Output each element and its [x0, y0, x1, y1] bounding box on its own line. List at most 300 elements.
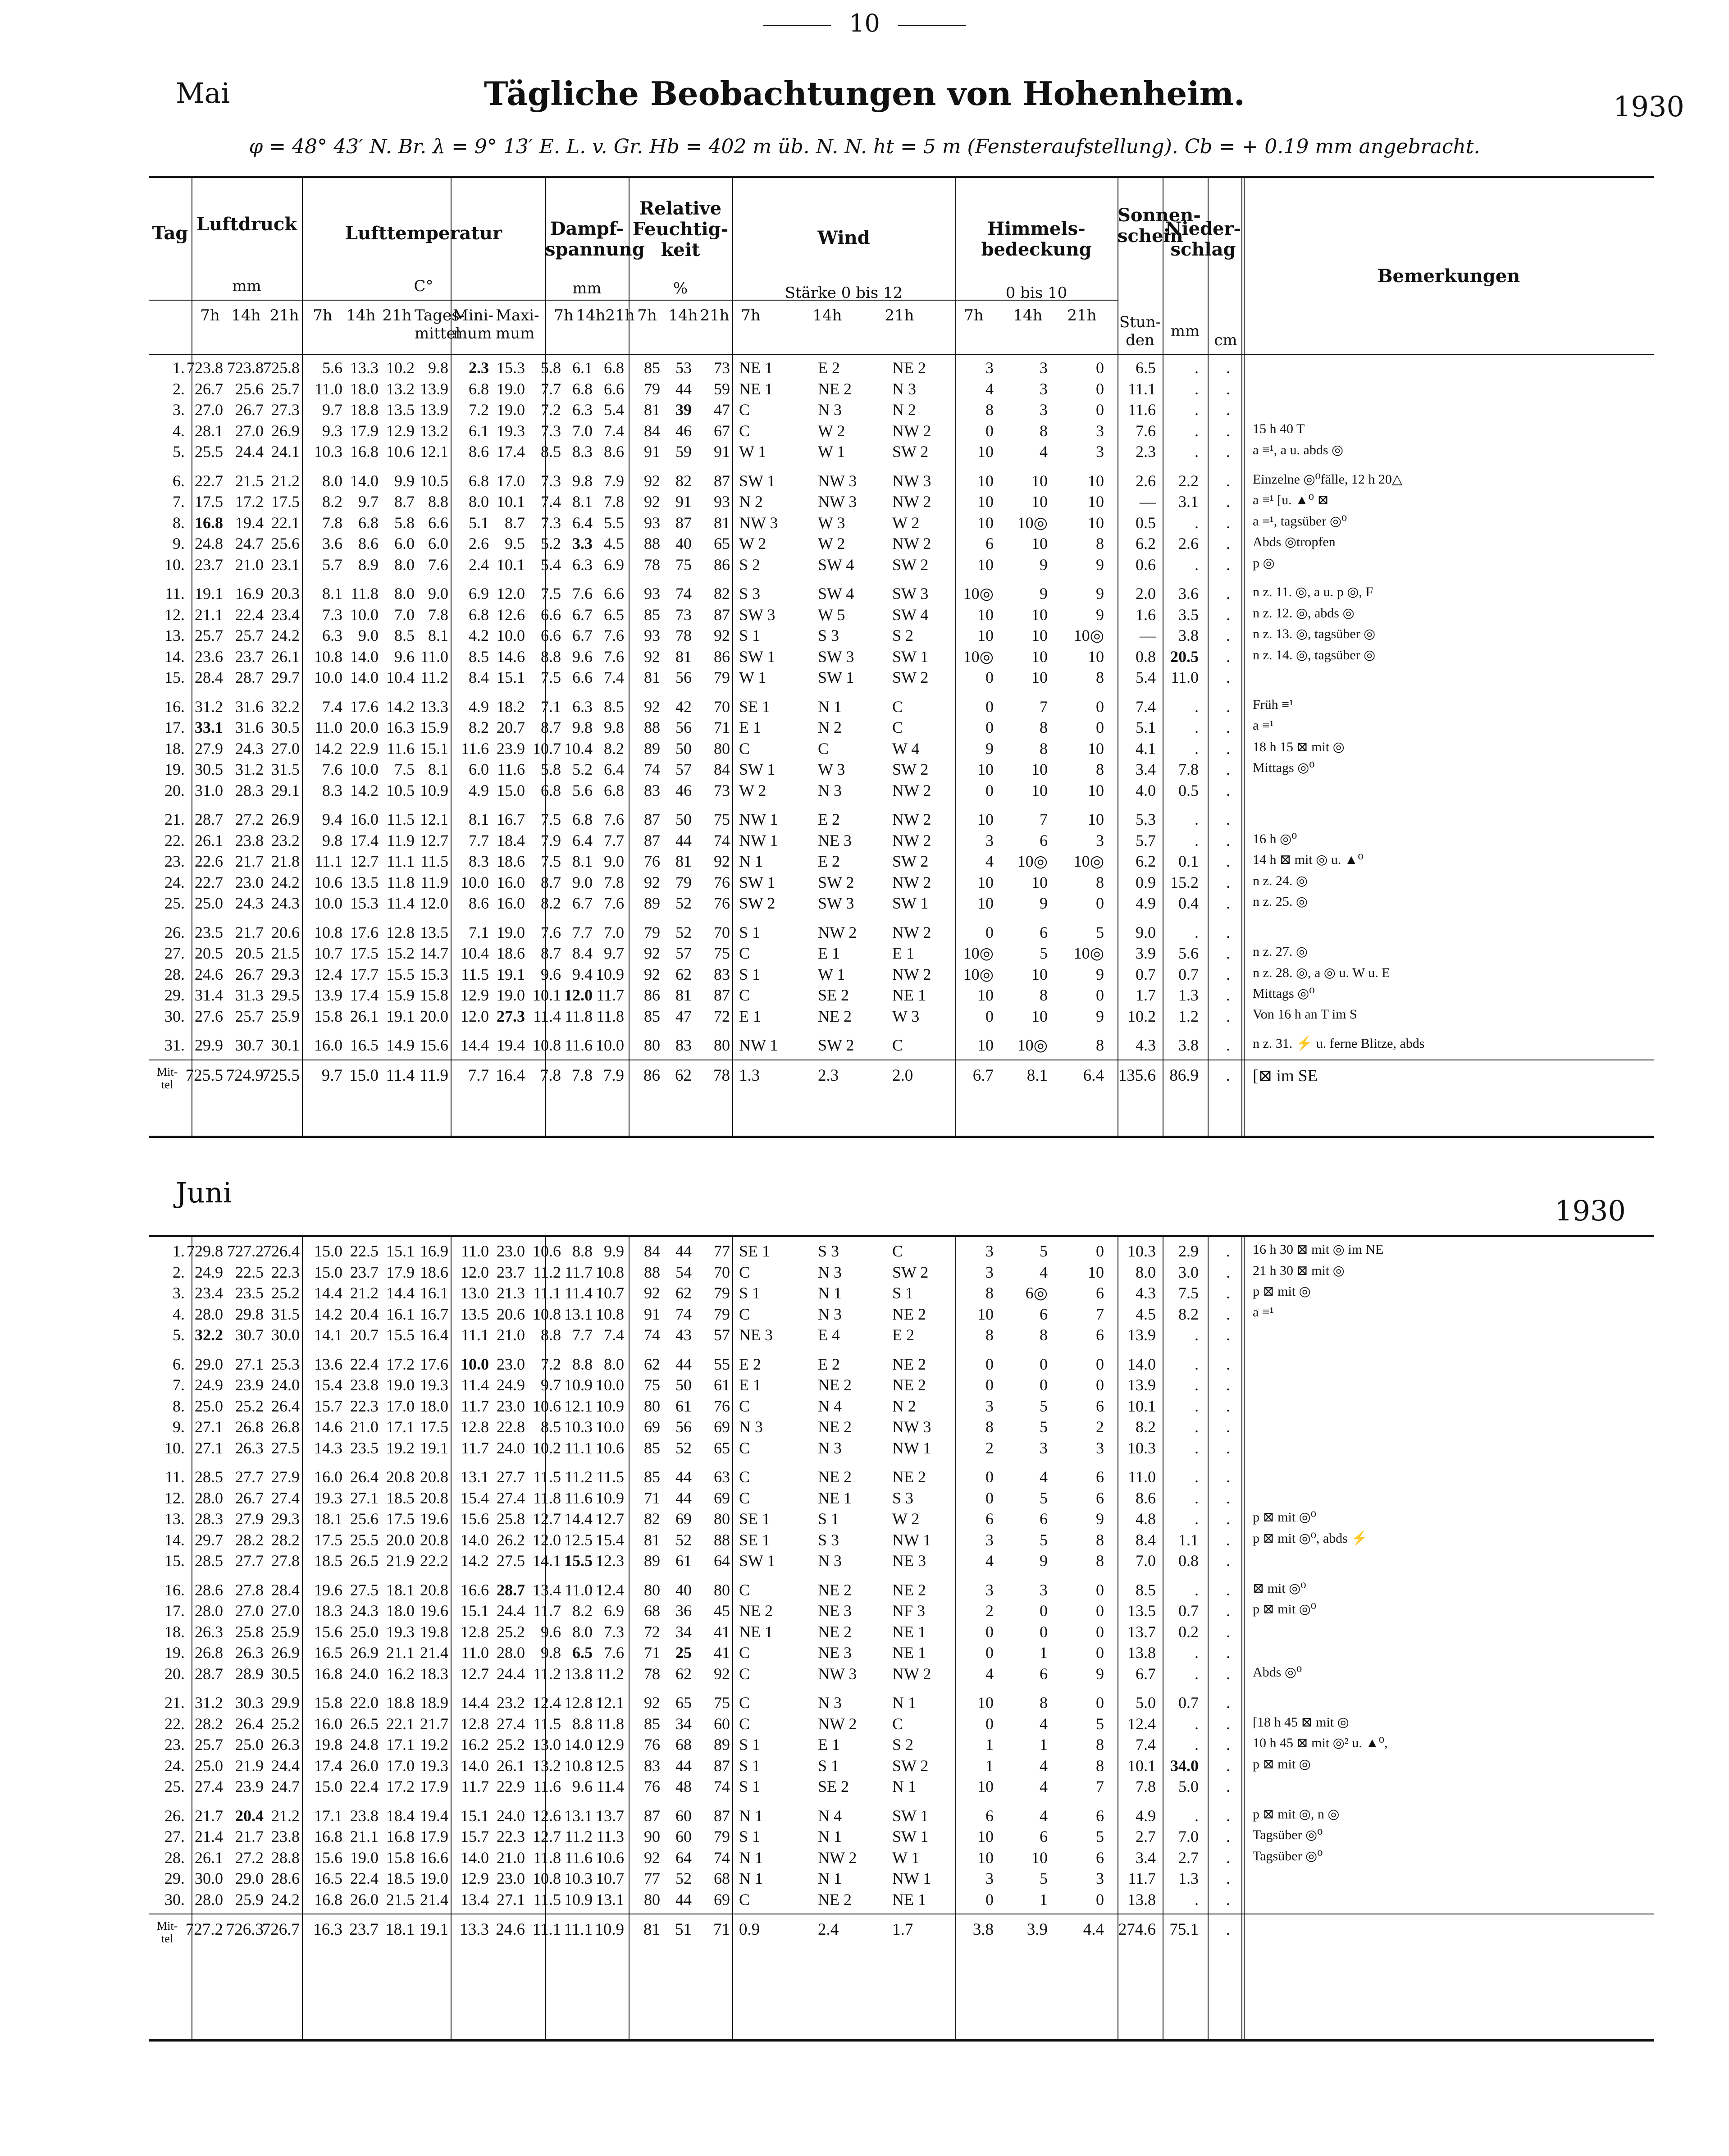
cell-b21: 6 — [1096, 1326, 1104, 1344]
cell-w7: SW 1 — [739, 760, 776, 778]
header-column-rule — [1241, 178, 1242, 354]
cell-sun: 10.2 — [1127, 1007, 1156, 1025]
cell-p21: 23.2 — [271, 831, 300, 850]
cell-p21: 725.8 — [263, 359, 300, 377]
table-row — [149, 668, 1654, 688]
header-tag: Tag — [152, 223, 188, 244]
cell-w14: E 4 — [818, 1326, 840, 1344]
cell-f21: 88 — [714, 1530, 730, 1549]
cell-tmin: 8.6 — [469, 443, 489, 461]
cell-f14: 81 — [675, 647, 692, 666]
cell-f21: 80 — [714, 1580, 730, 1599]
header-feuchtigkeit: Relative Feuchtig- keit — [632, 198, 729, 260]
cell-p7: 21.7 — [195, 1806, 223, 1825]
cell-tmin: 7.7 — [469, 831, 489, 850]
cell-tmin: 16.6 — [461, 1580, 489, 1599]
table-row — [149, 781, 1654, 801]
cell-p7: 29.7 — [195, 1530, 223, 1549]
table-row — [149, 358, 1654, 379]
cell-d14: 11.8 — [565, 1007, 593, 1025]
cell-snow: . — [1226, 1376, 1230, 1394]
table-row — [149, 1417, 1654, 1438]
cell-snow: . — [1226, 739, 1230, 758]
cell-rain: . — [1195, 1376, 1199, 1394]
header-column-rule — [732, 178, 733, 354]
cell-w14: NE 2 — [818, 1468, 852, 1486]
cell-tmax: 23.9 — [497, 739, 525, 758]
cell-f14: 68 — [675, 1736, 692, 1754]
cell-f14: 60 — [675, 1806, 692, 1825]
cell-w14: E 2 — [818, 810, 840, 828]
cell-sun: 14.0 — [1127, 1355, 1156, 1373]
cell-b14: 8 — [1040, 1326, 1048, 1344]
cell-remark: 18 h 15 ⊠ mit ◎ — [1253, 739, 1345, 754]
header-lufttemperatur-unit: C° — [414, 277, 433, 295]
cell-p7: 26.8 — [195, 1644, 223, 1662]
cell-p14: 30.7 — [235, 1036, 264, 1054]
cell-p14: 27.7 — [235, 1468, 264, 1486]
cell-d21: 4.5 — [604, 534, 624, 553]
cell-t7: 6.3 — [322, 626, 342, 644]
cell-p14: 20.4 — [235, 1806, 264, 1825]
cell-f21: 69 — [714, 1489, 730, 1507]
cell-t7: 16.8 — [314, 1664, 342, 1683]
cell-b21: 10◎ — [1073, 852, 1104, 870]
cell-b14: 10◎ — [1017, 513, 1048, 532]
cell-d14: 9.8 — [572, 718, 593, 736]
cell-w7: NW 1 — [739, 810, 778, 828]
cell-d14: 9.6 — [572, 647, 593, 666]
cell-tmin: 11.7 — [461, 1777, 489, 1795]
cell-sun: 6.5 — [1136, 359, 1156, 377]
cell-d21: 12.1 — [596, 1694, 624, 1712]
cell-t21: 7.5 — [394, 760, 415, 778]
cell-day: 31. — [164, 1036, 185, 1054]
cell-day: 15. — [164, 668, 185, 686]
cell-sun: 2.7 — [1136, 1827, 1156, 1845]
cell-tmean: 19.0 — [420, 1869, 448, 1887]
cell-b21: 8 — [1096, 760, 1104, 778]
cell-b14: 8 — [1040, 986, 1048, 1004]
cell-sun: 4.9 — [1136, 894, 1156, 912]
cell-w7: SW 3 — [739, 605, 776, 624]
cell-t7: 16.8 — [314, 1890, 342, 1909]
cell-b7: 0 — [985, 1468, 994, 1486]
cell-w21: N 2 — [892, 1397, 916, 1415]
cell-d7: 8.8 — [541, 1326, 561, 1344]
cell-rain: 5.6 — [1178, 944, 1199, 962]
cell-t21: 10.5 — [386, 781, 415, 799]
cell-f21: 77 — [714, 1242, 730, 1260]
cell-rain: . — [1195, 421, 1199, 440]
cell-rain: . — [1195, 401, 1199, 419]
cell-day: 5. — [173, 443, 185, 461]
cell-tmax: 24.4 — [497, 1602, 525, 1620]
cell-tmax: 12.6 — [497, 605, 525, 624]
cell-t7: 14.2 — [314, 739, 342, 758]
cell-day: 9. — [173, 1418, 185, 1436]
table-row — [149, 1509, 1654, 1530]
cell-w7: E 2 — [739, 1355, 761, 1373]
cell-rain: 0.7 — [1178, 965, 1199, 983]
cell-f21: 79 — [714, 1827, 730, 1845]
cell-w14: SE 2 — [818, 986, 849, 1004]
cell-w14: NW 2 — [818, 1714, 857, 1733]
cell-sun: 274.6 — [1118, 1920, 1156, 1939]
cell-rain: 20.5 — [1170, 647, 1199, 666]
header-sub-h7: 7h — [741, 306, 761, 324]
cell-snow: . — [1226, 1602, 1230, 1620]
cell-f7: 87 — [644, 831, 660, 850]
cell-w7: SW 1 — [739, 471, 776, 490]
cell-t21: 8.0 — [394, 585, 415, 603]
cell-f7: 93 — [644, 585, 660, 603]
cell-p21: 29.3 — [271, 965, 300, 983]
cell-b14: 10 — [1031, 965, 1048, 983]
cell-tmean: 12.1 — [420, 443, 448, 461]
cell-tmean: 19.8 — [420, 1622, 448, 1641]
cell-p21: 25.3 — [271, 1355, 300, 1373]
cell-rain: 7.5 — [1178, 1284, 1199, 1302]
cell-f7: 92 — [644, 493, 660, 511]
cell-d21: 12.4 — [596, 1580, 624, 1599]
header-nieder-unit: mm — [1170, 322, 1200, 340]
cell-snow: . — [1226, 781, 1230, 799]
cell-t21: 10.4 — [386, 668, 415, 686]
cell-f21: 80 — [714, 739, 730, 758]
cell-tmin: 13.0 — [461, 1284, 489, 1302]
cell-rain: . — [1195, 718, 1199, 736]
cell-w21: W 3 — [892, 1007, 920, 1025]
cell-rain: 3.0 — [1178, 1263, 1199, 1281]
cell-b7: 10◎ — [963, 944, 994, 962]
cell-w7: N 1 — [739, 1806, 763, 1825]
cell-p7: 24.9 — [195, 1376, 223, 1394]
cell-snow: . — [1226, 718, 1230, 736]
cell-d14: 6.3 — [572, 401, 593, 419]
cell-remark: n z. 25. ◎ — [1253, 894, 1308, 909]
cell-snow: . — [1226, 1552, 1230, 1570]
cell-p21: 30.5 — [271, 1664, 300, 1683]
cell-w14: C — [818, 739, 829, 758]
cell-w14: E 2 — [818, 1355, 840, 1373]
header-sub-h7: 7h — [200, 306, 220, 324]
cell-sun: 4.3 — [1136, 1284, 1156, 1302]
cell-b14: 4 — [1040, 1468, 1048, 1486]
cell-f21: 80 — [714, 1036, 730, 1054]
cell-tmean: 16.6 — [420, 1848, 448, 1867]
cell-f14: 54 — [675, 1263, 692, 1281]
cell-w7: C — [739, 739, 750, 758]
cell-w21: NW 2 — [892, 781, 931, 799]
cell-remark: p ⊠ mit ◎, n ◎ — [1253, 1806, 1340, 1822]
table-row — [149, 923, 1654, 943]
table-row — [149, 1467, 1654, 1488]
column-rule — [302, 1237, 303, 2039]
cell-remark: p ⊠ mit ◎ — [1253, 1284, 1311, 1299]
cell-p14: 27.8 — [235, 1580, 264, 1599]
cell-tmin: 16.2 — [461, 1736, 489, 1754]
may-observation-table — [149, 176, 1654, 1138]
cell-b7: 4 — [985, 852, 994, 870]
cell-b7: 1 — [985, 1756, 994, 1775]
cell-t7: 8.3 — [322, 781, 342, 799]
cell-p14: 28.9 — [235, 1664, 264, 1683]
cell-f14: 44 — [675, 831, 692, 850]
cell-d7: 11.2 — [533, 1263, 561, 1281]
cell-d7: 10.8 — [533, 1036, 561, 1054]
cell-t21: 18.0 — [386, 1602, 415, 1620]
cell-f7: 62 — [644, 1355, 660, 1373]
cell-p21: 32.2 — [271, 697, 300, 716]
cell-f7: 89 — [644, 739, 660, 758]
cell-b14: 4 — [1040, 1777, 1048, 1795]
cell-d7: 9.6 — [541, 965, 561, 983]
cell-f14: 40 — [675, 534, 692, 553]
column-rule — [1244, 1237, 1245, 2039]
cell-rain: 1.1 — [1178, 1530, 1199, 1549]
cell-remark: ⊠ mit ◎⁰ — [1253, 1580, 1306, 1596]
header-sub-h14: 14h — [812, 306, 842, 324]
cell-rain: . — [1195, 1510, 1199, 1528]
cell-f21: 70 — [714, 1263, 730, 1281]
cell-d14: 8.8 — [572, 1355, 593, 1373]
cell-rain: 1.2 — [1178, 1007, 1199, 1025]
cell-f7: 92 — [644, 697, 660, 716]
cell-sun: 2.3 — [1136, 443, 1156, 461]
cell-tmin: 11.7 — [461, 1397, 489, 1415]
cell-w14: N 3 — [818, 1439, 842, 1457]
cell-b21: 8 — [1096, 668, 1104, 686]
cell-t14: 25.6 — [350, 1510, 379, 1528]
cell-w14: S 1 — [818, 1756, 839, 1775]
cell-rain: 2.2 — [1178, 471, 1199, 490]
cell-sun: 4.5 — [1136, 1305, 1156, 1323]
cell-w14: N 1 — [818, 1869, 842, 1887]
cell-rain: 0.4 — [1178, 894, 1199, 912]
cell-d21: 10.8 — [596, 1305, 624, 1323]
cell-d7: 6.6 — [541, 626, 561, 644]
cell-day: 3. — [173, 401, 185, 419]
cell-tmean: 6.6 — [428, 513, 448, 532]
cell-f14: 47 — [675, 1007, 692, 1025]
cell-d7: 7.4 — [541, 493, 561, 511]
cell-d14: 11.4 — [565, 1284, 593, 1302]
cell-b21: 8 — [1096, 1736, 1104, 1754]
header-sonne-unit: Stun- den — [1119, 313, 1161, 349]
header-sub-h7: 7h — [554, 306, 574, 324]
cell-f7: 79 — [644, 379, 660, 398]
cell-snow: . — [1226, 1736, 1230, 1754]
cell-d7: 11.5 — [533, 1890, 561, 1909]
cell-p14: 28.3 — [235, 781, 264, 799]
cell-b14: 3.9 — [1026, 1920, 1048, 1939]
cell-d21: 12.9 — [596, 1736, 624, 1754]
cell-t14: 22.3 — [350, 1397, 379, 1415]
cell-w21: NW 2 — [892, 810, 931, 828]
table-row — [149, 1869, 1654, 1889]
cell-b7: 3 — [985, 1530, 994, 1549]
cell-t21: 14.9 — [386, 1036, 415, 1054]
header-dampf-unit: mm — [572, 279, 602, 297]
cell-d14: 6.8 — [572, 810, 593, 828]
cell-w21: NW 1 — [892, 1530, 931, 1549]
cell-w14: NE 3 — [818, 831, 852, 850]
cell-p7: 27.6 — [195, 1007, 223, 1025]
cell-b7: 0 — [985, 923, 994, 941]
cell-f14: 60 — [675, 1827, 692, 1845]
cell-d21: 10.6 — [596, 1848, 624, 1867]
cell-t14: 22.5 — [350, 1242, 379, 1260]
cell-tmean: 17.5 — [420, 1418, 448, 1436]
cell-p14: 26.3 — [235, 1644, 264, 1662]
cell-p21: 24.1 — [271, 443, 300, 461]
cell-w7: C — [739, 1489, 750, 1507]
cell-f7: 86 — [643, 1066, 660, 1085]
cell-t14: 17.5 — [350, 944, 379, 962]
cell-snow: . — [1226, 1510, 1230, 1528]
cell-f7: 90 — [644, 1827, 660, 1845]
cell-sun: 13.9 — [1127, 1376, 1156, 1394]
cell-b21: 9 — [1096, 965, 1104, 983]
cell-f14: 44 — [675, 1468, 692, 1486]
cell-b14: 5 — [1040, 1869, 1048, 1887]
cell-b21: 5 — [1096, 1714, 1104, 1733]
cell-w21: NE 2 — [892, 1376, 926, 1394]
cell-f14: 62 — [675, 965, 692, 983]
table-row — [149, 1664, 1654, 1685]
cell-b21: 0 — [1096, 986, 1104, 1004]
cell-sun: 8.0 — [1136, 1263, 1156, 1281]
cell-tmax: 24.4 — [497, 1664, 525, 1683]
cell-t14: 22.4 — [350, 1777, 379, 1795]
cell-rain: . — [1195, 513, 1199, 532]
cell-tmin: 15.1 — [461, 1602, 489, 1620]
cell-d7: 11.6 — [533, 1777, 561, 1795]
cell-b21: 0 — [1096, 1376, 1104, 1394]
header-sub-h14: 14h — [668, 306, 698, 324]
cell-t21: 15.5 — [386, 965, 415, 983]
header-sub-h14: 14h — [1013, 306, 1043, 324]
cell-w14: E 2 — [818, 852, 840, 870]
cell-b7: 3.8 — [972, 1920, 994, 1939]
cell-rain: 0.7 — [1178, 1694, 1199, 1712]
cell-d14: 10.9 — [564, 1890, 593, 1909]
cell-d7: 7.6 — [541, 923, 561, 941]
cell-b21: 0 — [1096, 1644, 1104, 1662]
cell-b7: 3 — [985, 1263, 994, 1281]
cell-t14: 26.1 — [350, 1007, 379, 1025]
cell-f21: 81 — [714, 513, 730, 532]
cell-rain: 2.6 — [1178, 534, 1199, 553]
cell-b14: 1 — [1040, 1736, 1048, 1754]
cell-remark: Mittags ◎⁰ — [1253, 760, 1315, 775]
cell-p14: 20.5 — [235, 944, 264, 962]
cell-rain: . — [1195, 1644, 1199, 1662]
cell-d21: 9.0 — [604, 852, 624, 870]
cell-b14: 5 — [1040, 1242, 1048, 1260]
cell-b21: 8 — [1096, 1036, 1104, 1054]
header-schnee-unit: cm — [1214, 331, 1237, 349]
cell-t7: 15.8 — [314, 1007, 342, 1025]
cell-w21: SW 1 — [892, 894, 929, 912]
cell-d7: 10.7 — [533, 739, 561, 758]
cell-p14: 27.2 — [235, 1848, 264, 1867]
cell-day: 15. — [164, 1552, 185, 1570]
cell-snow: . — [1226, 1355, 1230, 1373]
cell-w14: NW 2 — [818, 1848, 857, 1867]
cell-tmax: 23.0 — [497, 1397, 525, 1415]
cell-rain: . — [1195, 1418, 1199, 1436]
cell-w21: NW 2 — [892, 831, 931, 850]
cell-t7: 8.2 — [322, 493, 342, 511]
cell-f7: 81 — [644, 668, 660, 686]
cell-f14: 74 — [675, 1305, 692, 1323]
cell-b14: 6 — [1040, 1510, 1048, 1528]
cell-d21: 7.4 — [604, 421, 624, 440]
cell-b7: 10 — [977, 513, 994, 532]
cell-d14: 6.7 — [572, 605, 593, 624]
cell-w7: S 1 — [739, 626, 761, 644]
cell-b7: 10◎ — [963, 965, 994, 983]
cell-d14: 7.8 — [571, 1066, 593, 1085]
cell-p21: 24.0 — [271, 1376, 300, 1394]
cell-t21: 15.9 — [386, 986, 415, 1004]
table-row — [149, 1355, 1654, 1375]
cell-tmean: 21.4 — [420, 1890, 448, 1909]
cell-tmean: 11.2 — [420, 668, 448, 686]
cell-t14: 10.0 — [350, 605, 379, 624]
cell-w14: SW 2 — [818, 873, 854, 891]
cell-d7: 12.7 — [533, 1510, 561, 1528]
cell-b14: 10 — [1031, 626, 1048, 644]
cell-tmean: 11.5 — [420, 852, 448, 870]
cell-f21: 79 — [714, 1284, 730, 1302]
cell-w14: W 2 — [818, 534, 845, 553]
cell-f21: 87 — [714, 1756, 730, 1775]
cell-snow: . — [1226, 1305, 1230, 1323]
cell-b7: 10◎ — [963, 585, 994, 603]
header-column-rule — [955, 178, 956, 354]
cell-w7: S 1 — [739, 1284, 761, 1302]
cell-day: 17. — [164, 1602, 185, 1620]
cell-rain: 3.1 — [1178, 493, 1199, 511]
cell-tmean: 11.9 — [420, 1066, 448, 1085]
cell-day: 28. — [164, 965, 185, 983]
cell-t21: 11.4 — [387, 894, 415, 912]
cell-d14: 11.7 — [565, 1263, 593, 1281]
cell-f21: 67 — [714, 421, 730, 440]
table-row — [149, 986, 1654, 1006]
table-row — [149, 584, 1654, 604]
cell-d14: 12.0 — [564, 986, 593, 1004]
cell-t7: 9.8 — [322, 831, 342, 850]
cell-p21: 21.5 — [271, 944, 300, 962]
cell-tmin: 7.7 — [468, 1066, 489, 1085]
cell-p21: 27.8 — [271, 1552, 300, 1570]
cell-t7: 10.0 — [314, 668, 342, 686]
cell-tmin: 8.4 — [469, 668, 489, 686]
cell-f21: 93 — [714, 493, 730, 511]
cell-b7: 4 — [985, 1552, 994, 1570]
cell-remark: 16 h ◎⁰ — [1253, 831, 1297, 846]
cell-p21: 26.9 — [271, 810, 300, 828]
cell-w14: W 1 — [818, 965, 845, 983]
cell-tmax: 27.4 — [497, 1714, 525, 1733]
cell-d21: 10.9 — [596, 1397, 624, 1415]
cell-p7: 28.1 — [195, 421, 223, 440]
cell-tmin: 12.0 — [461, 1007, 489, 1025]
